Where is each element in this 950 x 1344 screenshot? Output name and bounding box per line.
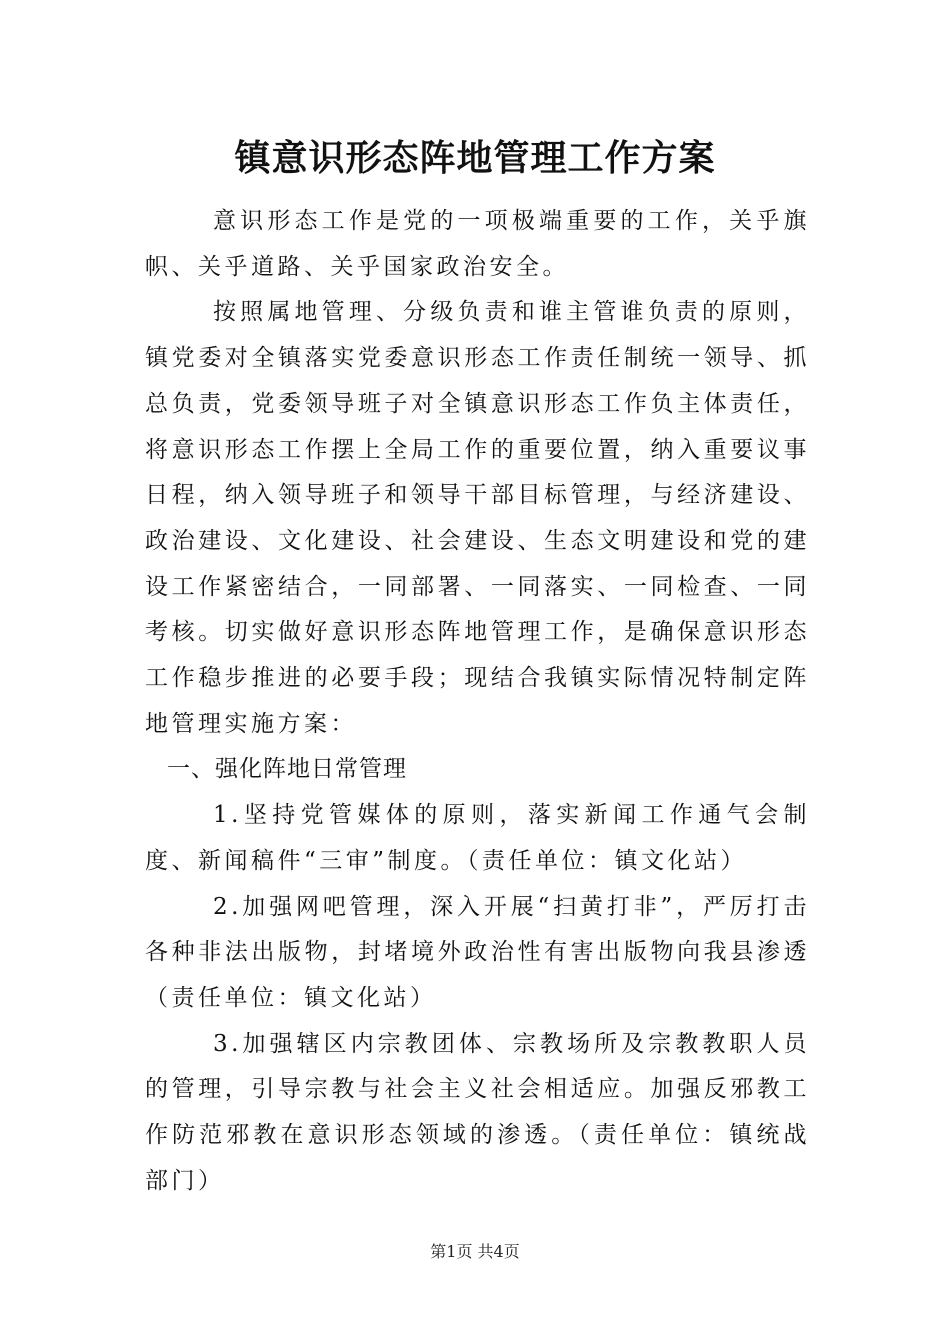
principle-paragraph: 按照属地管理、分级负责和谁主管谁负责的原则，镇党委对全镇落实党委意识形态工作责任制统一领导、抓总负责，党委领导班子对全镇意识形态工作负主体责任，将意识形态工作摆上全局工作的重要位置，纳入重要议事日程，纳入领导班子和领导干部目标管理，与经济建设、政治建设、文化建设、社会建设、生态文明建设和党的建设工作紧密结合，一同部署、一同落实、一同检查、一同考核。切实做好意识形态阵地管理工作，是确保意识形态工作稳步推进的必要手段；现结合我镇实际情况特制定阵地管理实施方案： xyxy=(145,299,810,737)
list-item: 3.加强辖区内宗教团体、宗教场所及宗教教职人员的管理，引导宗教与社会主义社会相适应。加强反邪教工作防范邪教在意识形态领域的渗透。（责任单位：镇统战部门） xyxy=(145,1030,810,1194)
list-item: 2.加强网吧管理，深入开展“扫黄打非”，严厉打击各种非法出版物，封堵境外政治性有害出版物向我县渗透（责任单位：镇文化站） xyxy=(145,893,810,1011)
document-body xyxy=(145,199,810,1204)
section-heading: 一、强化阵地日常管理 xyxy=(167,756,407,783)
page-number-footer: 第1页 共4页 xyxy=(430,1242,520,1261)
list-item: 1.坚持党管媒体的原则，落实新闻工作通气会制度、新闻稿件“三审”制度。（责任单位：镇文化站） xyxy=(145,802,810,874)
intro-paragraph: 意识形态工作是党的一项极端重要的工作，关乎旗帜、关乎道路、关乎国家政治安全。 xyxy=(145,208,810,280)
document-title: 镇意识形态阵地管理工作方案 xyxy=(234,137,716,179)
